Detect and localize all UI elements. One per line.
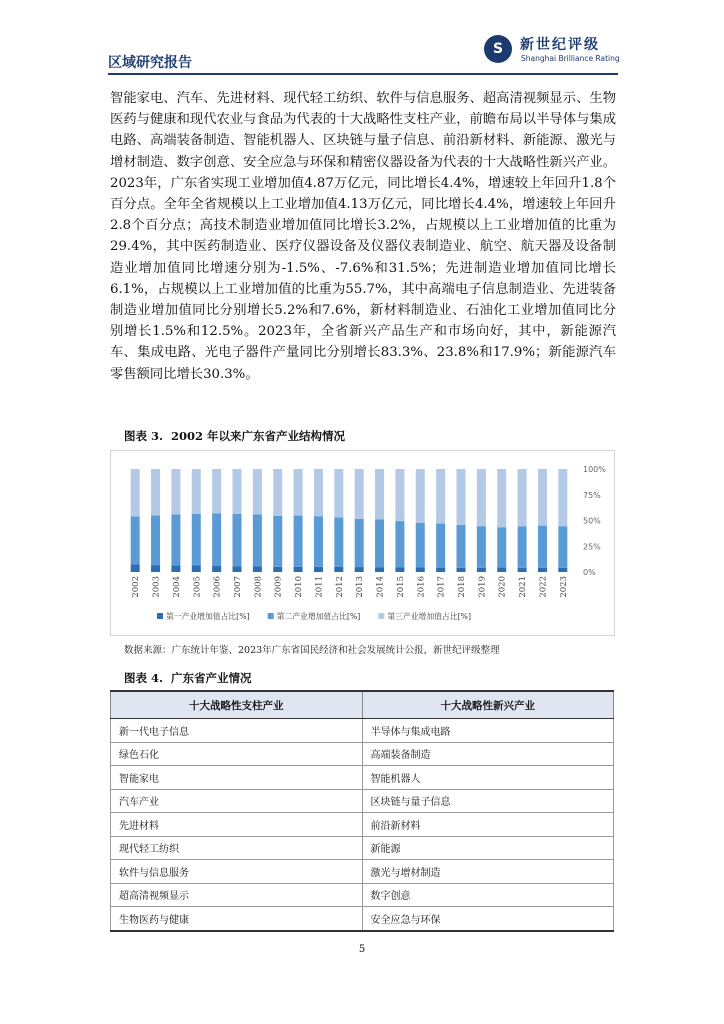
x-tick-label: 2018	[457, 576, 467, 598]
table-row	[111, 836, 614, 860]
table-cell: 半导体与集成电路	[362, 719, 614, 743]
logo-emblem-icon: S	[484, 35, 512, 63]
bar-segment-series-3	[314, 469, 323, 516]
y-tick-label: 25%	[583, 542, 601, 552]
bar-segment-series-1	[477, 568, 486, 572]
figure-label: 图表 3.	[124, 429, 164, 443]
x-tick-label: 2008	[253, 576, 264, 598]
bar-segment-series-1	[538, 568, 547, 572]
bar-segment-series-1	[497, 568, 506, 572]
x-tick-label: 2020	[497, 576, 508, 598]
bar-segment-series-3	[192, 469, 201, 514]
bar-segment-series-1	[151, 565, 160, 572]
bar-segment-series-2	[395, 521, 404, 567]
x-tick-label: 2016	[416, 576, 427, 598]
page-number: 5	[358, 944, 366, 955]
x-tick-label: 2021	[518, 576, 529, 598]
bar-segment-series-2	[233, 514, 242, 567]
table-row	[111, 860, 614, 884]
bar-segment-series-2	[477, 526, 486, 568]
table-row	[111, 719, 614, 743]
y-tick-label: 50%	[583, 516, 601, 526]
bar-segment-series-2	[334, 517, 343, 567]
bar-segment-series-3	[273, 469, 282, 516]
bar-segment-series-3	[436, 469, 445, 524]
table-row	[111, 742, 614, 766]
bar-segment-series-1	[314, 567, 323, 572]
bar-segment-series-1	[192, 566, 201, 572]
bar-segment-series-3	[457, 469, 466, 525]
report-section-title: 区域研究报告	[108, 55, 192, 71]
bar-segment-series-3	[395, 469, 404, 521]
table-cell: 新一代电子信息	[111, 719, 363, 743]
bar-segment-series-3	[518, 469, 527, 526]
y-tick-label: 0%	[583, 568, 596, 577]
x-tick-label: 2017	[436, 576, 447, 598]
x-tick-label: 2007	[233, 576, 243, 598]
bar-segment-series-2	[538, 526, 547, 568]
legend-swatch-series-2	[268, 613, 274, 619]
bar-segment-series-2	[171, 514, 180, 565]
bar-segment-series-3	[538, 469, 547, 526]
legend-swatch-series-1	[157, 613, 163, 619]
bar-segment-series-3	[375, 469, 384, 519]
table-header-row	[111, 691, 614, 719]
bar-segment-series-1	[273, 567, 282, 572]
table-row	[111, 883, 614, 907]
bar-segment-series-1	[233, 567, 242, 572]
table-row	[111, 813, 614, 837]
legend-swatch-series-3	[378, 613, 384, 619]
table-row	[111, 907, 614, 931]
table-cell: 绿色石化	[111, 742, 363, 766]
bar-segment-series-1	[131, 564, 140, 572]
company-logo	[484, 33, 624, 71]
figure-title: 2002 年以来广东省产业结构情况	[171, 429, 346, 443]
bar-segment-series-1	[355, 567, 364, 572]
figure-caption	[124, 428, 345, 444]
bar-segment-series-2	[375, 519, 384, 567]
bar-segment-series-1	[171, 565, 180, 572]
bar-segment-series-1	[457, 568, 466, 572]
bar-segment-series-2	[558, 526, 567, 567]
bar-segment-series-1	[416, 567, 425, 572]
bar-segment-series-3	[233, 469, 242, 514]
table-cell: 智能家电	[111, 766, 363, 790]
column-header-pillar: 十大战略性支柱产业	[111, 691, 363, 719]
bar-segment-series-2	[131, 516, 140, 564]
bar-segment-series-2	[436, 524, 445, 568]
bar-segment-series-3	[131, 469, 140, 516]
x-tick-label: 2006	[212, 576, 223, 598]
bar-segment-series-2	[457, 525, 466, 568]
x-tick-label: 2004	[171, 576, 182, 598]
legend-label-series-2: 第二产业增加值占比[%]	[276, 612, 361, 621]
bar-segment-series-2	[497, 527, 506, 567]
logo-chinese-name: 新世纪评级	[520, 37, 600, 53]
bar-segment-series-2	[355, 519, 364, 567]
y-tick-label: 100%	[583, 465, 606, 474]
bar-segment-series-2	[416, 523, 425, 567]
bar-segment-series-3	[253, 469, 262, 514]
x-tick-label: 2009	[273, 576, 284, 598]
table-title: 广东省产业情况	[171, 671, 252, 685]
industry-table	[110, 690, 614, 932]
bar-segment-series-2	[294, 516, 303, 567]
bar-segment-series-2	[273, 516, 282, 567]
bar-segment-series-3	[355, 469, 364, 519]
table-cell: 汽车产业	[111, 789, 363, 813]
legend-label-series-1: 第一产业增加值占比[%]	[166, 612, 250, 621]
x-tick-label: 2023	[558, 576, 569, 598]
logo-english-name: Shanghai Brilliance Rating	[521, 54, 620, 63]
bar-segment-series-3	[497, 469, 506, 527]
table-cell: 前沿新材料	[362, 813, 614, 837]
table-cell: 数字创意	[362, 883, 614, 907]
bar-segment-series-1	[253, 566, 262, 572]
table-cell: 安全应急与环保	[362, 907, 614, 931]
x-tick-label: 2010	[294, 576, 305, 598]
x-tick-label: 2012	[334, 576, 345, 598]
table-row	[111, 766, 614, 790]
bar-segment-series-2	[518, 526, 527, 568]
bar-segment-series-2	[212, 513, 221, 566]
table-cell: 智能机器人	[362, 766, 614, 790]
bar-segment-series-2	[314, 516, 323, 567]
body-paragraph: 智能家电、汽车、先进材料、现代轻工纺织、软件与信息服务、超高清视频显示、生物医药与健康和现代农业与食品为代表的十大战略性支柱产业，前瞻布局以半导体与集成电路、高端装备制造、智能机器人、区块链与量子信息、前沿新材料、新能源、激光与增材制造、数字创意、安全应急与环保和精密仪器设备为代表的十大战略性新兴产业。2023年，广东省实现工业增加值4.87万亿元，同比增长4.4%，增速较上年回升1.8个百分点。全年全省规模以上工业增加值4.13万亿元，同比增长4.4%，增速较上年回升2.8个百分点；高技术制造业增加值同比增长3.2%，占规模以上工业增加值的比重为29.4%，其中医药制造业、医疗仪器设备及仪器仪表制造业、航空、航天器及设备制造业增加值同比增速分别为-1.5%、-7.6%和31.5%；先进制造业增加值同比增长6.1%，占规模以上工业增加值的比重为55.7%，其中高端电子信息制造业、先进装备制造业增加值同比分别增长5.2%和7.6%，新材料制造业、石油化工业增加值同比分别增长1.5%和12.5%。2023年，全省新兴产品生产和市场向好，其中，新能源汽车、集成电路、光电子器件产量同比分别增长83.3%、23.8%和17.9%；新能源汽车零售额同比增长30.3%。	[110, 91, 616, 382]
bar-segment-series-1	[395, 567, 404, 572]
table-cell: 生物医药与健康	[111, 907, 363, 931]
bar-segment-series-1	[334, 567, 343, 572]
industry-structure-chart	[110, 450, 615, 636]
table-cell: 区块链与量子信息	[362, 789, 614, 813]
x-tick-label: 2015	[395, 576, 406, 598]
x-tick-label: 2011	[314, 576, 325, 598]
table-label: 图表 4.	[124, 671, 164, 685]
bar-segment-series-3	[558, 469, 567, 526]
bar-segment-series-3	[477, 469, 486, 526]
table-cell: 新能源	[362, 836, 614, 860]
bar-segment-series-2	[151, 515, 160, 565]
bar-segment-series-3	[171, 469, 180, 514]
bar-segment-series-1	[294, 567, 303, 572]
bar-segment-series-2	[192, 514, 201, 566]
table-cell: 激光与增材制造	[362, 860, 614, 884]
x-tick-label: 2002	[131, 576, 142, 598]
x-tick-label: 2013	[355, 576, 366, 598]
table-row	[111, 789, 614, 813]
table-cell: 软件与信息服务	[111, 860, 363, 884]
bar-segment-series-1	[375, 567, 384, 572]
bar-segment-series-3	[294, 469, 303, 516]
x-tick-label: 2014	[375, 576, 386, 598]
x-tick-label: 2019	[477, 576, 488, 598]
bar-segment-series-3	[334, 469, 343, 517]
x-tick-label: 2022	[538, 576, 549, 598]
y-tick-label: 75%	[583, 490, 601, 500]
table-cell: 超高清视频显示	[111, 883, 363, 907]
column-header-emerging: 十大战略性新兴产业	[362, 691, 614, 719]
x-tick-label: 2005	[192, 576, 203, 598]
bar-segment-series-1	[558, 568, 567, 572]
bar-segment-series-3	[212, 469, 221, 513]
bar-segment-series-1	[518, 568, 527, 572]
bar-segment-series-1	[212, 566, 221, 572]
x-tick-label: 2003	[151, 576, 162, 598]
chart-canvas	[111, 451, 614, 635]
legend-label-series-3: 第三产业增加值占比[%]	[387, 612, 472, 621]
bar-segment-series-3	[151, 469, 160, 515]
bar-segment-series-2	[253, 514, 262, 566]
header-divider	[108, 73, 618, 75]
table-cell: 高端装备制造	[362, 742, 614, 766]
table-cell: 现代轻工纺织	[111, 836, 363, 860]
bar-segment-series-1	[436, 568, 445, 572]
table-cell: 先进材料	[111, 813, 363, 837]
bar-segment-series-3	[416, 469, 425, 523]
source-note: 数据来源：广东统计年鉴、2023年广东省国民经济和社会发展统计公报，新世纪评级整理	[124, 645, 500, 656]
table-caption	[124, 670, 252, 686]
